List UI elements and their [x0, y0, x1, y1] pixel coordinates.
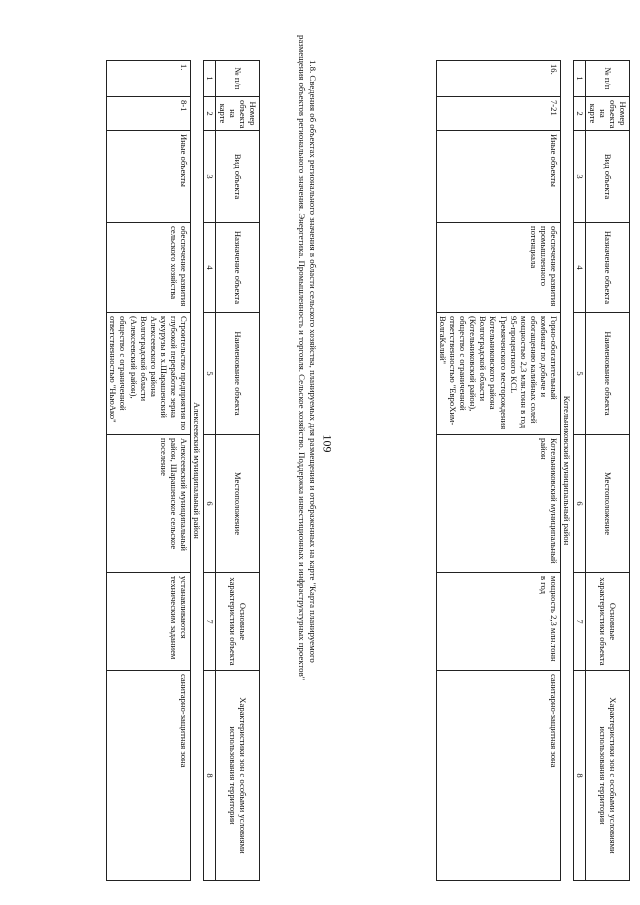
column-number: 3: [574, 131, 586, 223]
column-number: 2: [204, 97, 216, 131]
section-caption: [295, 35, 318, 880]
rotated-page-content: [50, 25, 630, 890]
table-header-row: [586, 61, 630, 881]
column-number: 4: [204, 223, 216, 313]
cell-location: Алексеевский муниципальный район, Шарашенское сельское поселение: [107, 435, 191, 573]
cell-map-no: 7-21: [436, 97, 561, 131]
caption-line-2: размещения объектов регионального значения. Энергетика. Промышленность и торговля. Сельское хозяйство. Поддержка инвестиционных и инфраструктурных проектов": [296, 35, 307, 681]
cell-name: Горно-обогатительный комбинат по добыче и обогащению калийных солей мощностью 2,3 млн.тонн в год 95-процентного KCL Гремяченского месторождения Котельниковского района Волгоградской области (Котельниковский район), общество с ограниченной ответственностью "ЕвроХим-ВолгаКалий": [436, 313, 561, 435]
column-number: 5: [204, 313, 216, 435]
column-number: 3: [204, 131, 216, 223]
header-name: Наименование объекта: [216, 313, 260, 435]
cell-kind: Иные объекты: [436, 131, 561, 223]
header-characteristics: Основные характеристики объекта: [586, 573, 630, 671]
column-number-row: [574, 61, 586, 881]
cell-n: 1.: [107, 61, 191, 97]
header-kind: Вид объекта: [216, 131, 260, 223]
column-number: 6: [204, 435, 216, 573]
column-number: 8: [204, 671, 216, 881]
column-number: 1: [574, 61, 586, 97]
header-kind: Вид объекта: [586, 131, 630, 223]
section-row: [561, 61, 574, 881]
cell-characteristics: мощность 2,3 млн.тонн в год: [436, 573, 561, 671]
column-number: 1: [204, 61, 216, 97]
column-number: 8: [574, 671, 586, 881]
column-number: 2: [574, 97, 586, 131]
table-row: [436, 61, 561, 881]
caption-line-1: 1.8. Сведения об объектах регионального значения в области сельского хозяйства, планируемых для размещения и отображенных на карте "Карта планируемого: [308, 60, 318, 663]
table-row: [107, 61, 191, 881]
column-number: 7: [204, 573, 216, 671]
cell-purpose: обеспечение развития сельского хозяйства: [107, 223, 191, 313]
section-title: Котельниковский муниципальный район: [561, 61, 574, 881]
cell-characteristics: устанавливаются техническим заданием: [107, 573, 191, 671]
cell-map-no: 8-1: [107, 97, 191, 131]
page-number: 109: [320, 434, 335, 453]
cell-name: Строительство предприятия по глубокой переработке зерна кукурузы в х.Шарашенский Алексеевского района Волгоградской области (Алексеевский район), общество с ограниченной ответственностью "НьюАко": [107, 313, 191, 435]
header-zones: Характеристики зон с особыми условиями использования территории: [216, 671, 260, 881]
table-header-row: [216, 61, 260, 881]
header-purpose: Назначение объекта: [216, 223, 260, 313]
header-characteristics: Основные характеристики объекта: [216, 573, 260, 671]
cell-n: 16.: [436, 61, 561, 97]
cell-zones: санитарно-защитная зона: [107, 671, 191, 881]
header-location: Местоположение: [216, 435, 260, 573]
header-n-pp: № п/п: [586, 61, 630, 97]
header-zones: Характеристики зон с особыми условиями использования территории: [586, 671, 630, 881]
column-number: 7: [574, 573, 586, 671]
header-map-no: Номер объекта на карте: [216, 97, 260, 131]
cell-zones: санитарно-защитная зона: [436, 671, 561, 881]
cell-kind: Иные объекты: [107, 131, 191, 223]
column-number: 5: [574, 313, 586, 435]
objects-table-2: [106, 60, 260, 881]
section-title: Алексеевский муниципальный район: [191, 61, 204, 881]
header-purpose: Назначение объекта: [586, 223, 630, 313]
cell-purpose: обеспечение развития промышленного потенциала: [436, 223, 561, 313]
column-number: 4: [574, 223, 586, 313]
section-row: [191, 61, 204, 881]
column-number-row: [204, 61, 216, 881]
column-number: 6: [574, 435, 586, 573]
cell-location: Котельниковский муниципальный район: [436, 435, 561, 573]
header-name: Наименование объекта: [586, 313, 630, 435]
header-n-pp: № п/п: [216, 61, 260, 97]
header-location: Местоположение: [586, 435, 630, 573]
objects-table-1: [436, 60, 630, 881]
header-map-no: Номер объекта на карте: [586, 97, 630, 131]
